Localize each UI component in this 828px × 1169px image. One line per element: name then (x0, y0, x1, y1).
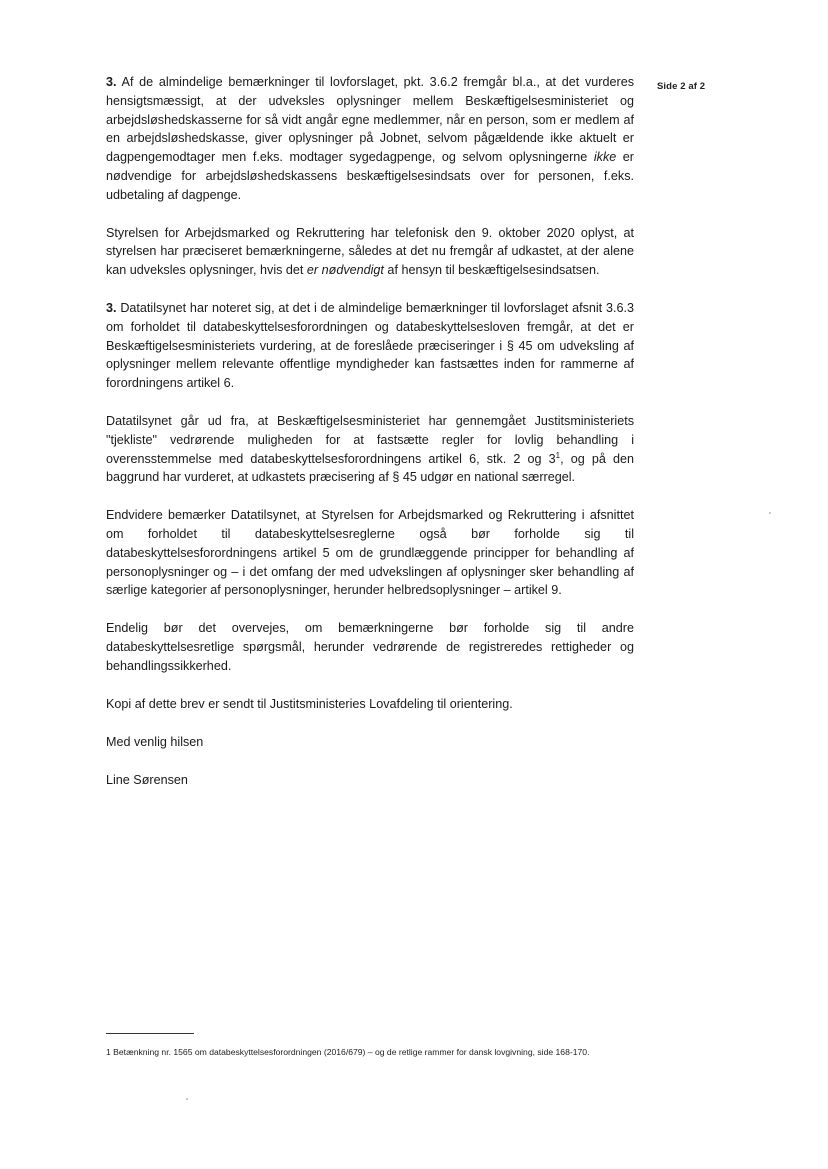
paragraph-section-3-datatilsynet: 3. Datatilsynet har noteret sig, at det i de almindelige bemærkninger til lovforslaget afsnit 3.6.3 om forholdet til databeskyttelsesforordningen og databeskyttelsesloven fremgår, at det er Beskæftigelsesministeriets vurdering, at de foreslåede præciseringer i § 45 om udveksling af oplysninger mellem relevante offentlige myndigheder kan fastsættes inden for rammerne af forordningens artikel 6. (106, 300, 634, 391)
paragraph-artikel-5-9: Endvidere bemærker Datatilsynet, at Styrelsen for Arbejdsmarked og Rekruttering i afsnittet om forholdet til databeskyttelsesreglerne også bør forholde sig til databeskyttelsesforordningens artikel 5 om de grundlæggende principper for behandling af personoplysninger og – i det omfang der med udvekslingen af oplysninger sker behandling af særlige kategorier af personoplysninger, herunder helbredsoplysninger – artikel 9. (106, 508, 634, 598)
footnote-divider (106, 1033, 194, 1034)
section-number: 3. (106, 300, 117, 315)
footnote-reference: 1 (555, 450, 561, 460)
page-number: Side 2 af 2 (657, 81, 706, 92)
paragraph-kopi: Kopi af dette brev er sendt til Justitsministeries Lovafdeling til orientering. (106, 696, 513, 711)
scan-speck (769, 512, 771, 514)
emphasis-text: er nødvendigt (306, 263, 384, 278)
letter-body (106, 73, 634, 732)
section-number: 3. (106, 75, 117, 89)
footnote: 1 Betænkning nr. 1565 om databeskyttelsesforordningen (2016/679) – og de retlige rammer for dansk lovgivning, side 168-170. (106, 1047, 590, 1057)
paragraph-overvejes: Endelig bør det overvejes, om bemærkningerne bør forholde sig til andre databeskyttelsesretlige spørgsmål, herunder vedrørende de registreredes rettigheder og behandlingssikkerhed. (106, 621, 634, 673)
paragraph-phone-clarification: Styrelsen for Arbejdsmarked og Rekruttering har telefonisk den 9. oktober 2020 oplyst, at styrelsen har præciseret bemærkningerne, således at det nu fremgår af udkastet, at der alene kan udveksles oplysninger, hvis det er nødvendigt af hensyn til beskæftigelsesindsatsen. (106, 225, 634, 278)
signature-name: Line Sørensen (106, 773, 188, 787)
closing-greeting: Med venlig hilsen (106, 735, 204, 749)
paragraph-section-3-intro: 3. Af de almindelige bemærkninger til lovforslaget, pkt. 3.6.2 fremgår bl.a., at det vurderes hensigtsmæssigt, at der udveksles oplysninger mellem Beskæftigelsesministeriet og arbejdsløshedskasserne for så vidt angår egne medlemmer, når en person, som er medlem af en arbejdsløshedskasse, giver oplysninger på Jobnet, selvom pågældende ikke aktuelt er dagpengemodtager men f.eks. modtager sygedagpenge, og selvom oplysningerne ikke er nødvendige for arbejdsløshedskassens beskæftigelsesindsats over for personen, f.eks. udbetaling af dagpenge. (106, 75, 634, 202)
paragraph-tjekliste: Datatilsynet går ud fra, at Beskæftigelsesministeriet har gennemgået Justitsministeriets "tjekliste" vedrørende muligheden for at fastsætte regler for lovlig behandling i overensstemmelse med databeskyttelsesforordningens artikel 6, stk. 2 og $3^1$, og på den baggrund har vurderet, at udkastets præcisering af § 45 udgør en national særregel. (106, 413, 634, 485)
emphasis-text: ikke (593, 150, 617, 165)
scan-speck (186, 1098, 188, 1100)
